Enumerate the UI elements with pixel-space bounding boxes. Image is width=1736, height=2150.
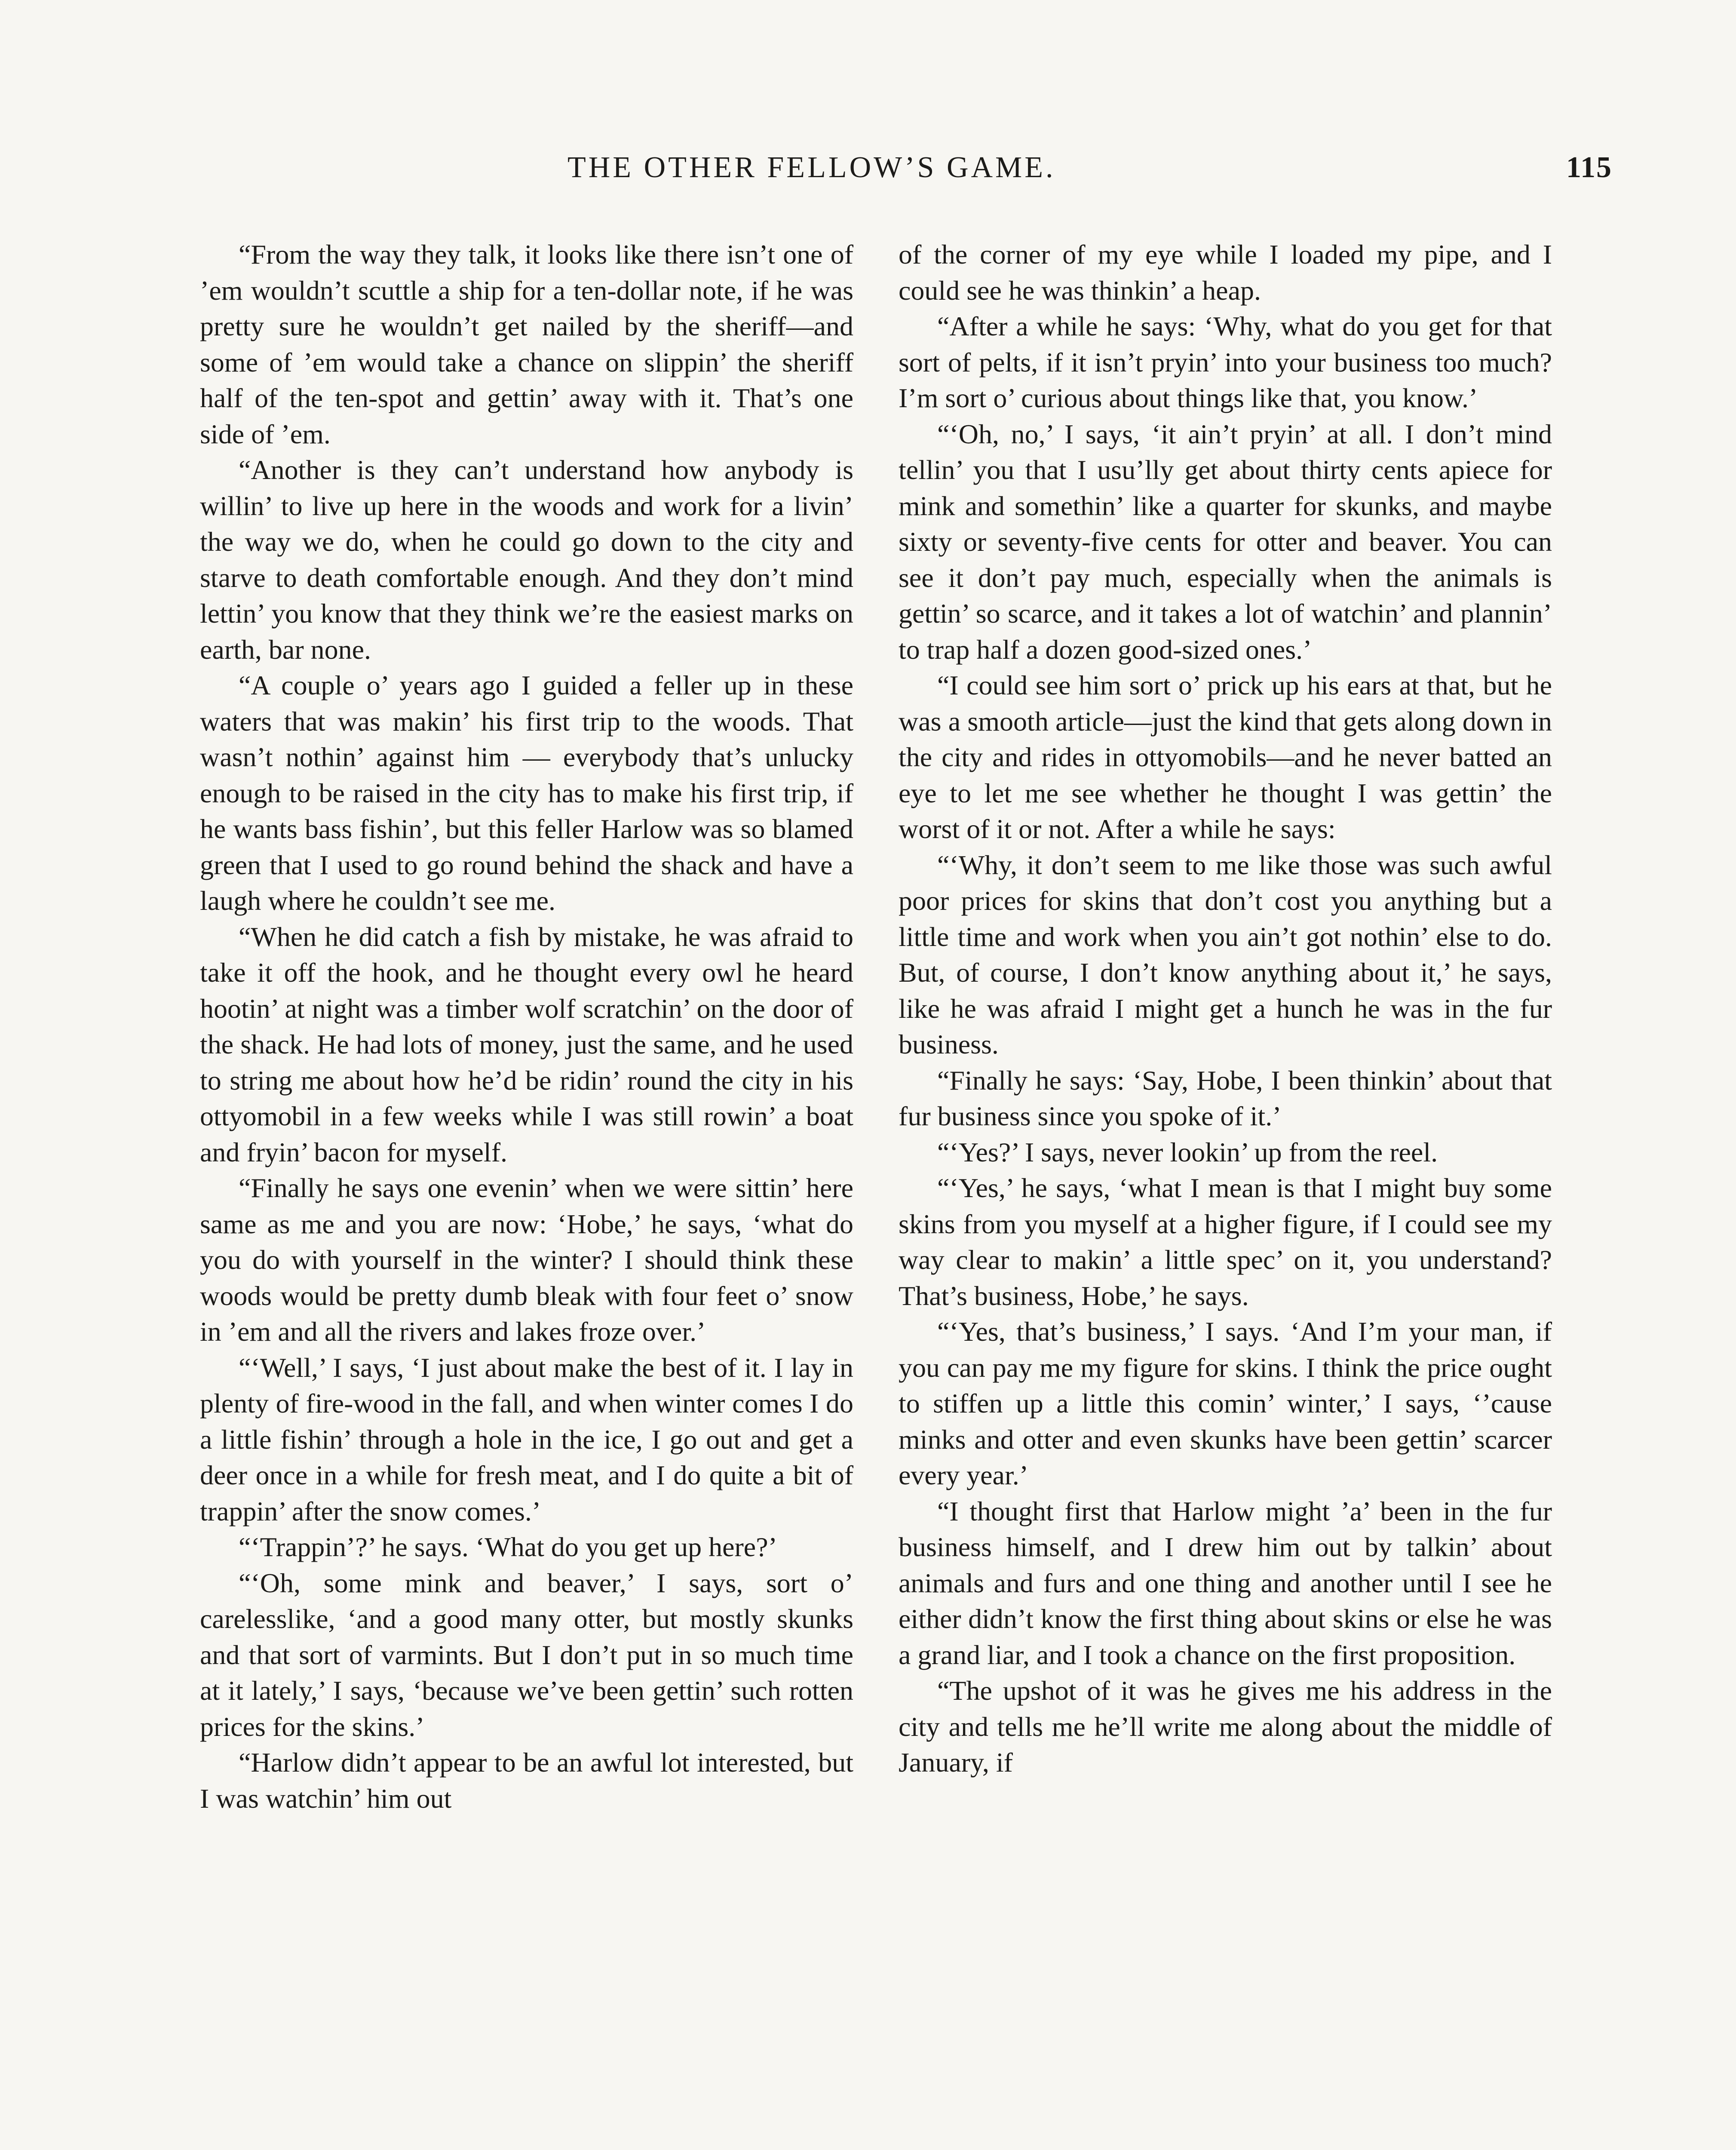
paragraph-continuation: of the corner of my eye while I loaded my pipe, and I could see he was thinkin’ a heap. [899,239,1552,306]
paragraph: “‘Well,’ I says, ‘I just about make the best of it. I lay in plenty of fire-wood in the fall, and when winter comes I do a little fishin’ through a hole in the ice, I go out and get a deer once in a while for fresh meat, and I do quite a bit of trappin’ after the snow comes.’ [200,1352,853,1526]
paragraph: “When he did catch a fish by mistake, he was afraid to take it off the hook, and he thought every owl he heard hootin’ at night was a timber wolf scratchin’ on the door of the shack. He had lots of money, just the same, and he used to string me about how he’d be ridin’ round the city in his ottyomobil in a few weeks while I was still rowin’ a boat and fryin’ bacon for myself. [200,921,853,1167]
paragraph: “The upshot of it was he gives me his address in the city and tells me he’ll write me along about the middle of January, if [899,1675,1552,1778]
paragraph: “Finally he says one evenin’ when we were sittin’ here same as me and you are now: ‘Hobe,’ he says, ‘what do you do with yourself in the winter? I should think these woods would be pretty dumb bleak with four feet o’ snow in ’em and all the rivers and lakes froze over.’ [200,1173,853,1347]
page-title: THE OTHER FELLOW’S GAME. [567,151,1056,184]
paragraph: “‘Trappin’?’ he says. ‘What do you get up here?’ [239,1532,777,1562]
page-number: 115 [1566,151,1612,184]
paragraph: “‘Yes?’ I says, never lookin’ up from the reel. [937,1136,1438,1167]
paragraph: “Another is they can’t understand how anybody is willin’ to live up here in the woods and work for a livin’ the way we do, when he could go down to the city and starve to death comfortable enough. And they don’t mind lettin’ you know that they think we’re the easiest marks on earth, bar none. [200,455,853,665]
text-column-right [899,236,1552,1781]
paragraph: “‘Oh, some mink and beaver,’ I says, sort o’ carelesslike, ‘and a good many otter, but mostly skunks and that sort of varmints. But I don’t put in so much time at it lately,’ I says, ‘because we’ve been gettin’ such rotten prices for the skins.’ [200,1567,853,1742]
paragraph: “Finally he says: ‘Say, Hobe, I been thinkin’ about that fur business since you spoke of it.’ [899,1065,1552,1131]
paragraph: “‘Yes,’ he says, ‘what I mean is that I might buy some skins from you myself at a higher figure, if I could see my way clear to makin’ a little spec’ on it, you understand? That’s business, Hobe,’ he says. [899,1173,1552,1311]
paragraph: “‘Why, it don’t seem to me like those was such awful poor prices for skins that don’t cost you anything but a little time and work when you ain’t got nothin’ else to do. But, of course, I don’t know anything about it,’ he says, like he was afraid I might get a hunch he was in the fur business. [899,849,1552,1060]
paragraph: “After a while he says: ‘Why, what do you get for that sort of pelts, if it isn’t pryin’ into your business too much? I’m sort o’ curious about things like that, you know.’ [899,311,1552,413]
paragraph: “‘Yes, that’s business,’ I says. ‘And I’m your man, if you can pay me my figure for skins. I think the price ought to stiffen up a little this comin’ winter,’ I says, ‘’cause minks and otter and even skunks have been gettin’ scarcer every year.’ [899,1316,1552,1490]
paragraph: “I thought first that Harlow might ’a’ been in the fur business himself, and I drew him out by talkin’ about animals and furs and one thing and another until I see he either didn’t know the first thing about skins or else he was a grand liar, and I took a chance on the first proposition. [899,1496,1552,1670]
text-column-left [200,236,853,1816]
paragraph: “I could see him sort o’ prick up his ears at that, but he was a smooth article—just the kind that gets along down in the city and rides in ottyomobils—and he never batted an eye to let me see whether he thought I was gettin’ the worst of it or not. After a while he says: [899,670,1552,844]
paragraph: “A couple o’ years ago I guided a feller up in these waters that was makin’ his first trip to the woods. That wasn’t nothin’ against him — everybody that’s unlucky enough to be raised in the city has to make his first trip, if he wants bass fishin’, but this feller Harlow was so blamed green that I used to go round behind the shack and have a laugh where he couldn’t see me. [200,670,853,916]
paragraph: “‘Oh, no,’ I says, ‘it ain’t pryin’ at all. I don’t mind tellin’ you that I usu’lly get about thirty cents apiece for mink and somethin’ like a quarter for skunks, and maybe sixty or seventy-five cents for otter and beaver. You can see it don’t pay much, especially when the animals is gettin’ so scarce, and it takes a lot of watchin’ and plannin’ to trap half a dozen good-sized ones.’ [899,418,1552,665]
paragraph: “Harlow didn’t appear to be an awful lot interested, but I was watchin’ him out [200,1747,853,1814]
paragraph: “From the way they talk, it looks like there isn’t one of ’em wouldn’t scuttle a ship for a ten-dollar note, if he was pretty sure he wouldn’t get nailed by the sheriff—and some of ’em would take a chance on slippin’ the sheriff half of the ten-spot and gettin’ away with it. That’s one side of ’em. [200,239,853,449]
